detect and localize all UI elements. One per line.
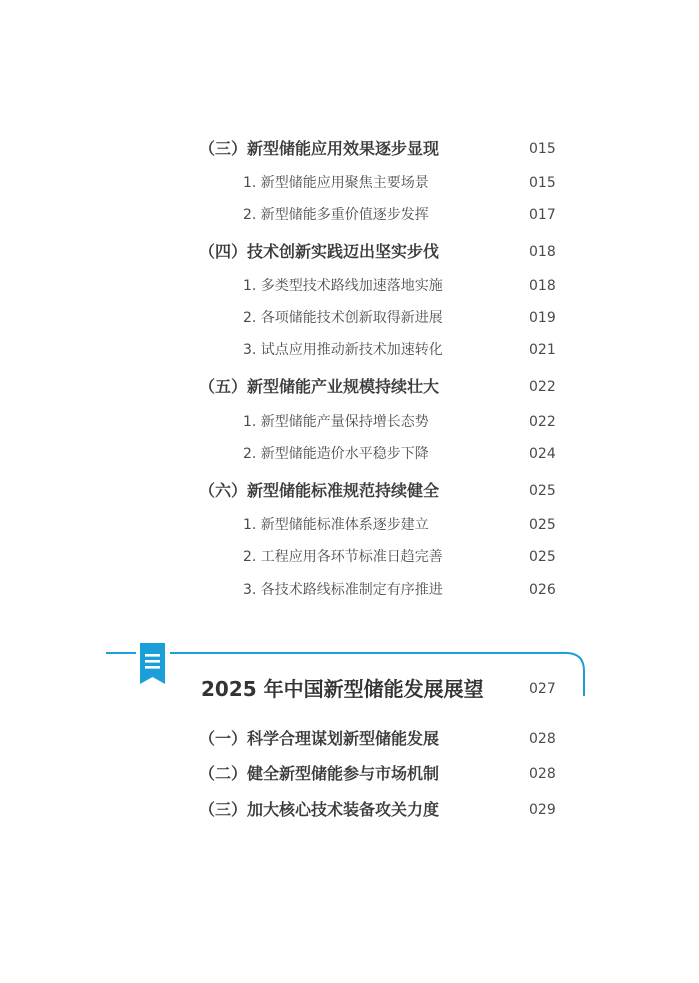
- toc-page-number: 018: [529, 244, 556, 260]
- toc-section-title: （六）新型储能标准规范持续健全: [199, 481, 440, 500]
- toc-item-title: 1. 新型储能应用聚焦主要场景: [243, 175, 429, 191]
- toc-page-number: 019: [529, 310, 556, 326]
- toc-page-number: 018: [529, 278, 556, 294]
- toc-item-title: 1. 多类型技术路线加速落地实施: [243, 278, 443, 294]
- toc-chapter-title: 2025 年中国新型储能发展展望: [201, 677, 484, 701]
- toc-section-row[interactable]: [0, 727, 699, 751]
- toc-page-number: 029: [529, 802, 556, 818]
- toc-section-row[interactable]: [0, 240, 699, 264]
- toc-item-title: 2. 新型储能造价水平稳步下降: [243, 446, 429, 462]
- toc-section-title: （一）科学合理谋划新型储能发展: [199, 729, 440, 748]
- toc-page-number: 025: [529, 517, 556, 533]
- toc-page-number: 025: [529, 549, 556, 565]
- toc-page-number: 022: [529, 414, 556, 430]
- toc-item-row[interactable]: [0, 203, 699, 227]
- toc-item-title: 2. 工程应用各环节标准日趋完善: [243, 549, 443, 565]
- toc-page-number: 028: [529, 766, 556, 782]
- toc-item-title: 2. 各项储能技术创新取得新进展: [243, 310, 443, 326]
- toc-section-row[interactable]: [0, 479, 699, 503]
- toc-page-number: 028: [529, 731, 556, 747]
- toc-item-row[interactable]: [0, 442, 699, 466]
- toc-section-row[interactable]: [0, 762, 699, 786]
- toc-item-title: 1. 新型储能产量保持增长态势: [243, 414, 429, 430]
- toc-page-number: 021: [529, 342, 556, 358]
- toc-page-number: 022: [529, 379, 556, 395]
- toc-item-title: 2. 新型储能多重价值逐步发挥: [243, 207, 429, 223]
- toc-item-row[interactable]: [0, 545, 699, 569]
- toc-chapter-row[interactable]: [0, 675, 699, 703]
- toc-item-row[interactable]: [0, 338, 699, 362]
- toc-section-row[interactable]: [0, 137, 699, 161]
- toc-item-row[interactable]: [0, 410, 699, 434]
- toc-section-title: （四）技术创新实践迈出坚实步伐: [199, 242, 440, 261]
- toc-page-number: 015: [529, 141, 556, 157]
- toc-section-title: （五）新型储能产业规模持续壮大: [199, 377, 440, 396]
- toc-item-row[interactable]: [0, 171, 699, 195]
- toc-page-number: 024: [529, 446, 556, 462]
- toc-page-number: 015: [529, 175, 556, 191]
- toc-item-title: 3. 各技术路线标准制定有序推进: [243, 582, 443, 598]
- toc-section-row[interactable]: [0, 375, 699, 399]
- toc-section-title: （二）健全新型储能参与市场机制: [199, 764, 440, 783]
- toc-item-row[interactable]: [0, 513, 699, 537]
- toc-section-title: （三）加大核心技术装备攻关力度: [199, 800, 440, 819]
- toc-page-number: 027: [529, 681, 556, 697]
- toc-item-title: 3. 试点应用推动新技术加速转化: [243, 342, 443, 358]
- toc-page-number: 025: [529, 483, 556, 499]
- toc-item-row[interactable]: [0, 306, 699, 330]
- toc-item-title: 1. 新型储能标准体系逐步建立: [243, 517, 429, 533]
- toc-section-row[interactable]: [0, 798, 699, 822]
- toc-section-title: （三）新型储能应用效果逐步显现: [199, 139, 440, 158]
- toc-item-row[interactable]: [0, 578, 699, 602]
- toc-page-number: 026: [529, 582, 556, 598]
- toc-page-number: 017: [529, 207, 556, 223]
- toc-item-row[interactable]: [0, 274, 699, 298]
